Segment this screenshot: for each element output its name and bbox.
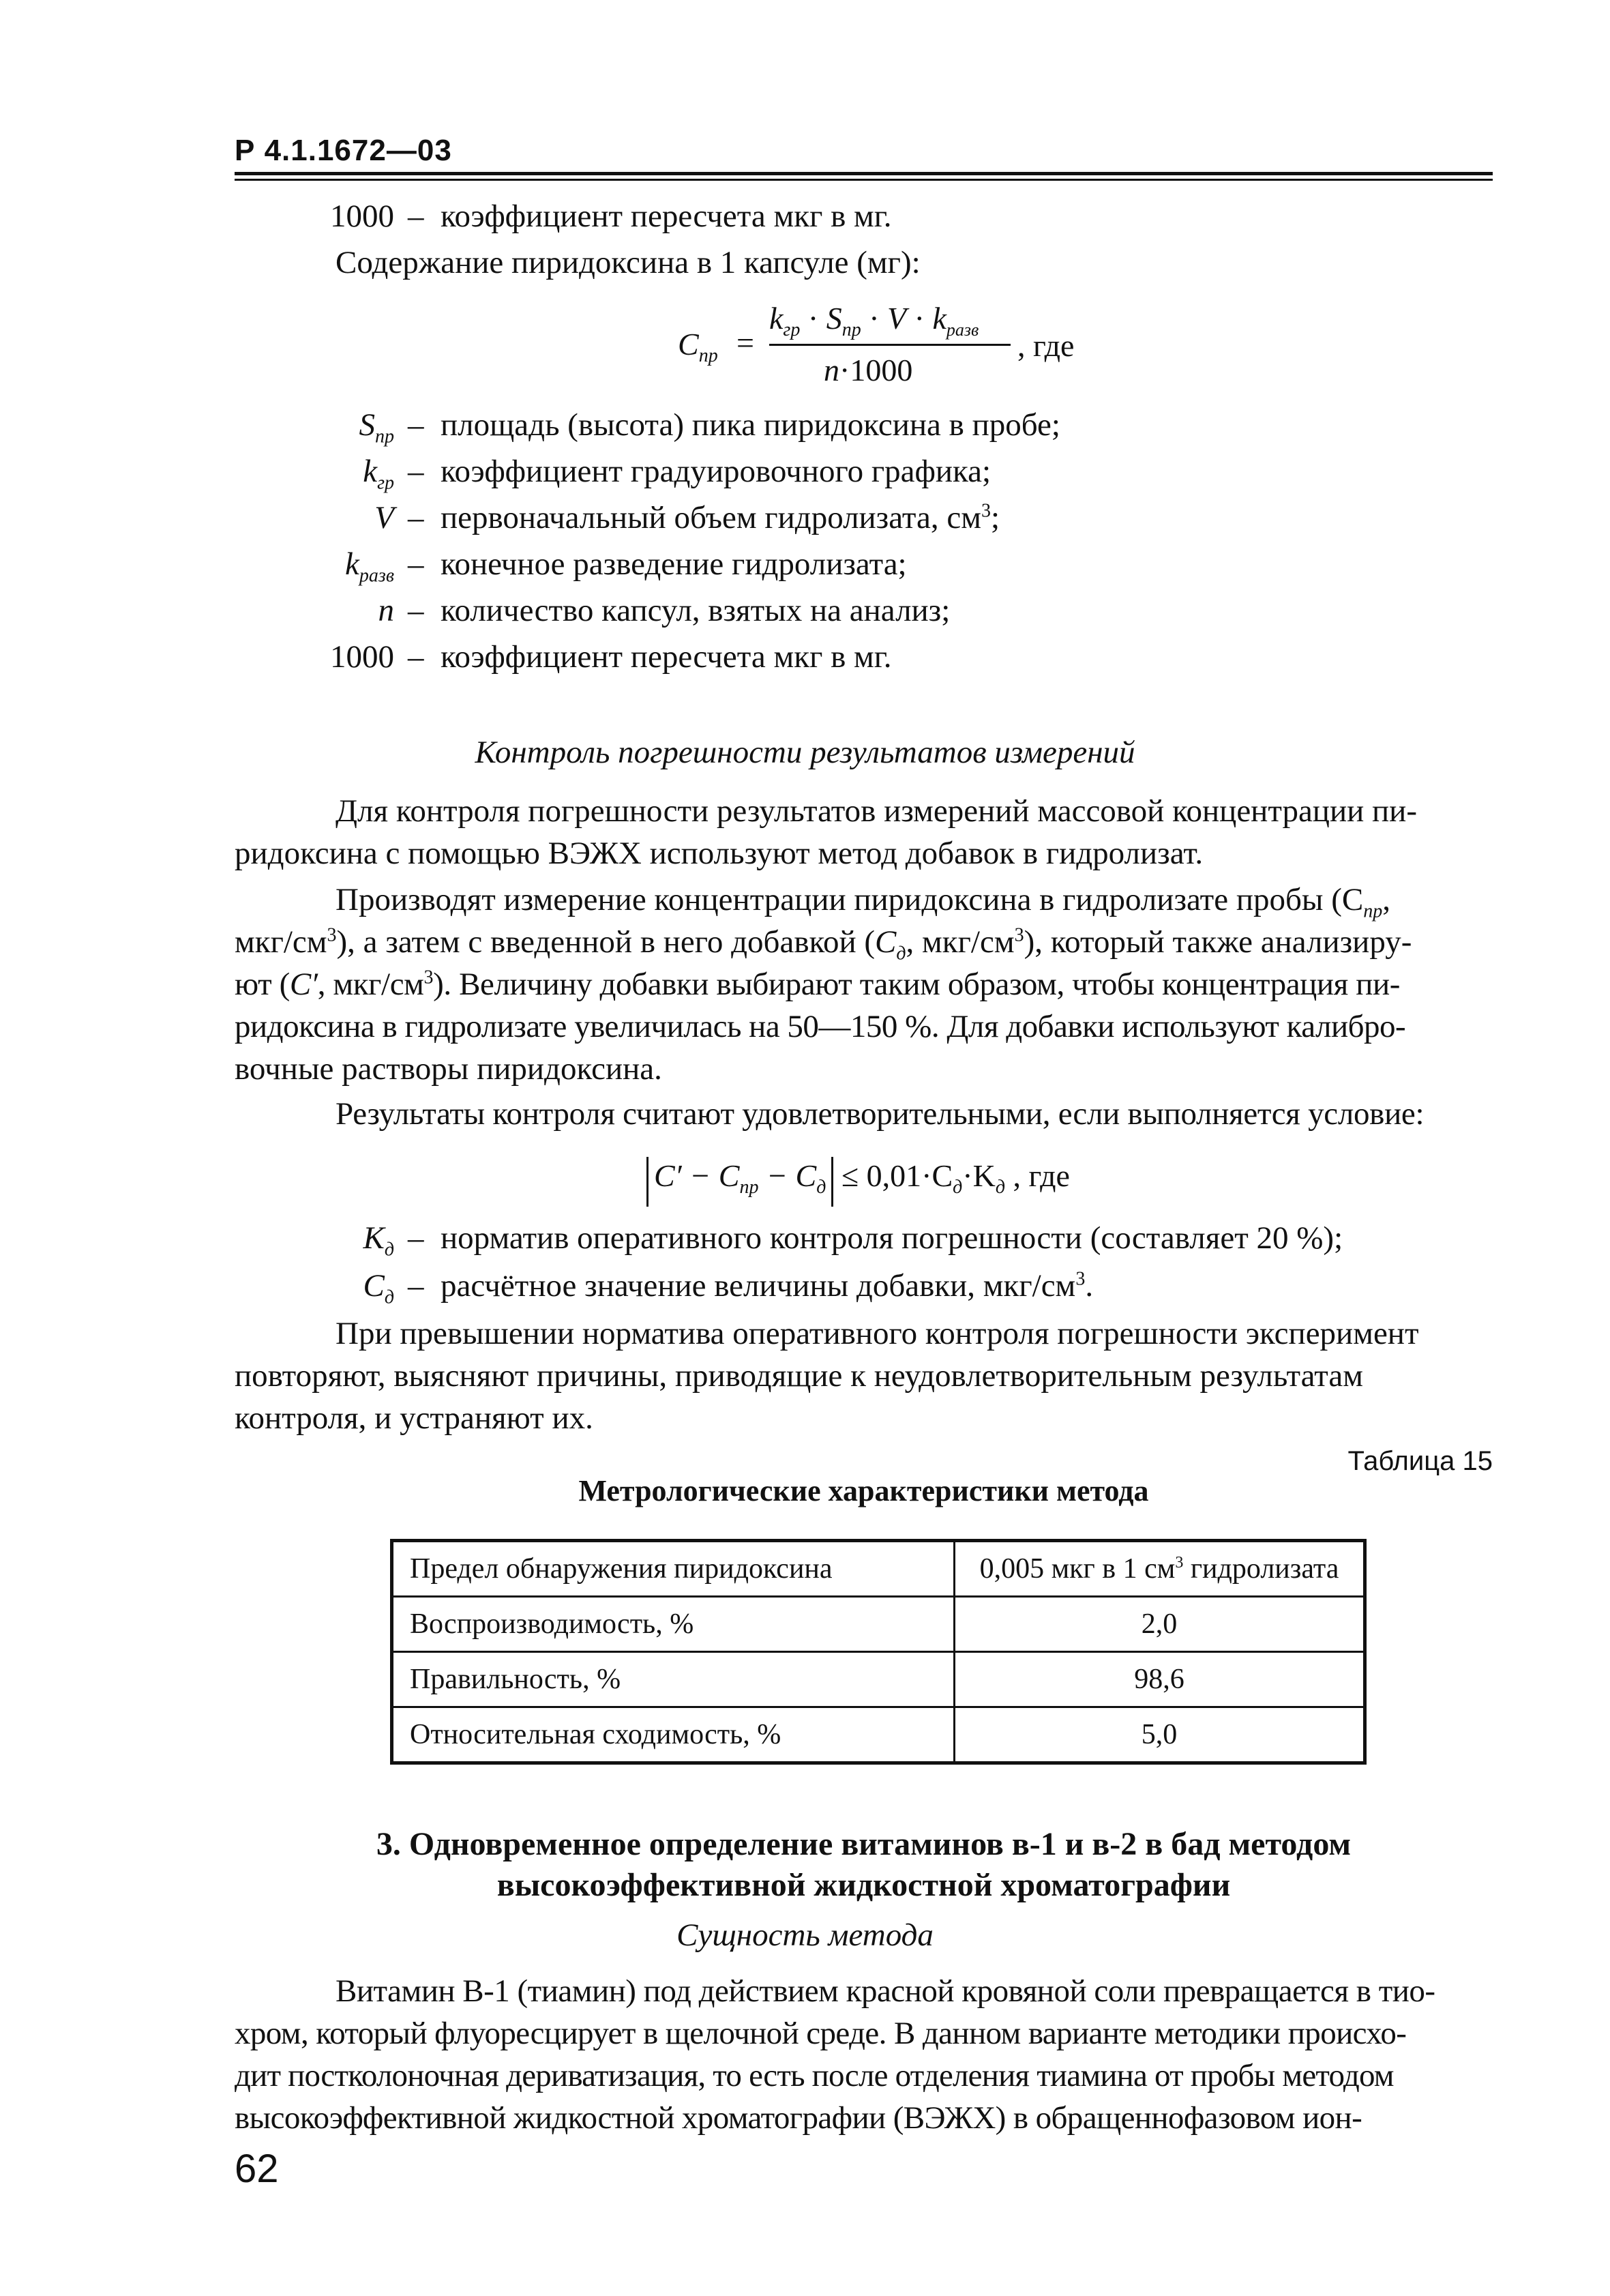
coef-num: 1000	[330, 198, 394, 234]
var-dash: –	[408, 593, 424, 628]
header-rule	[235, 172, 1493, 175]
table-label: Таблица 15	[1347, 1446, 1493, 1476]
var-desc: коэффициент пересчета мкг в мг.	[441, 639, 892, 675]
header-rule-thin	[235, 179, 1493, 181]
var-desc: коэффициент градуировочного графика;	[441, 454, 992, 489]
var-dash: –	[408, 500, 424, 535]
section-title-line: высокоэффективной жидкостной хроматографии	[496, 1867, 1231, 1903]
var-s-pr: $S_{пр}$	[359, 407, 394, 447]
paragraph-line: контроля, и устраняют их.	[235, 1400, 593, 1436]
table-cell: 0,005 мкг в 1 $см^3$ гидролизата	[955, 1541, 1365, 1597]
paragraph-line: Витамин В-1 (тиамин) под действием красной кровяной соли превращается в тио-	[336, 1973, 1435, 2009]
formula-lhs: C	[678, 327, 699, 362]
paragraph-line: вочные растворы пиридоксина.	[235, 1051, 662, 1087]
var-n: n	[378, 593, 394, 628]
table-row	[392, 1541, 1365, 1597]
paragraph-line: ют (C′, мкг/$см^3$). Величину добавки выбирают таким образом, чтобы концентрация пи-	[235, 967, 1401, 1002]
page-number: 62	[235, 2147, 279, 2191]
var-desc: норматив оперативного контроля погрешности (составляет 20 %);	[441, 1220, 1343, 1256]
control-heading: Контроль погрешности результатов измерений	[475, 735, 1135, 770]
formula-lhs-sub: пр	[698, 345, 718, 367]
paragraph-line: повторяют, выясняют причины, приводящие к неудовлетворительным результатам	[235, 1358, 1364, 1394]
paragraph-line: высокоэффективной жидкостной хроматографии (ВЭЖХ) в обращеннофазовом ион-	[235, 2100, 1362, 2136]
content-label: Содержание пиридоксина в 1 капсуле (мг):	[336, 245, 921, 280]
paragraph-line: Для контроля погрешности результатов измерений массовой концентрации пи-	[336, 793, 1417, 829]
var-desc: конечное разведение гидролизата;	[441, 546, 907, 582]
table-row	[392, 1597, 1365, 1652]
coef-dash: –	[408, 198, 424, 234]
var-dash: –	[408, 454, 424, 489]
var-k-gr: $k_{гр}$	[363, 454, 394, 494]
table-row	[392, 1652, 1365, 1707]
section-title-line: 3. Одновременное определение витаминов в-1 и в-2 в бад методом	[376, 1826, 1352, 1862]
paragraph-line: мкг/$см^3$), а затем с введенной в него добавкой ($C_д$, мкг/$см^3$), который также анализиру-	[235, 924, 1412, 965]
formula-condition: $C' - C_{пр} - C_д \le 0,01\cdot C_д\cdot K_д$ , где	[646, 1157, 1070, 1207]
var-desc: первоначальный объем гидролизата, $см^3$;	[441, 500, 1000, 535]
paragraph-line: дит постколоночная дериватизация, то есть после отделения тиамина от пробы методом	[235, 2058, 1394, 2093]
table-cell: 5,0	[955, 1707, 1365, 1763]
var-dash: –	[408, 1220, 424, 1256]
table-cell: 98,6	[955, 1652, 1365, 1707]
table-cell: Предел обнаружения пиридоксина	[392, 1541, 955, 1597]
table-cell: 2,0	[955, 1597, 1365, 1652]
var-desc: площадь (высота) пика пиридоксина в пробе;	[441, 407, 1060, 443]
var-desc: расчётное значение величины добавки, мкг/$см^3$.	[441, 1268, 1094, 1304]
formula-where: , где	[1017, 328, 1075, 363]
table-title: Метрологические характеристики метода	[578, 1474, 1149, 1507]
table-cell: Правильность, %	[392, 1652, 955, 1707]
formula-numerator: $k_{гр} \cdot S_{пр} \cdot V \cdot k_{разв}$	[769, 301, 979, 341]
var-dash: –	[408, 639, 424, 675]
var-desc: количество капсул, взятых на анализ;	[441, 593, 951, 628]
formula-equals: =	[736, 325, 754, 360]
metrology-table	[390, 1539, 1367, 1765]
var-1000: 1000	[330, 639, 394, 675]
document-code: Р 4.1.1672—03	[235, 134, 452, 167]
var-dash: –	[408, 546, 424, 582]
paragraph-line: Результаты контроля считают удовлетворительными, если выполняется условие:	[336, 1096, 1425, 1132]
table-cell: Относительная сходимость, %	[392, 1707, 955, 1763]
var-k-d: $K_д$	[363, 1220, 394, 1261]
var-k-razv: $k_{разв}$	[345, 546, 394, 587]
coef-desc: коэффициент пересчета мкг в мг.	[441, 198, 892, 234]
var-c-d: $C_д$	[363, 1268, 394, 1308]
fraction-bar	[769, 344, 1011, 346]
paragraph-line: ридоксина в гидролизате увеличилась на 50—150 %. Для добавки используют калибро-	[235, 1009, 1406, 1044]
table-row	[392, 1707, 1365, 1763]
paragraph-line: При превышении норматива оперативного контроля погрешности эксперимент	[336, 1316, 1419, 1351]
var-v: V	[374, 500, 394, 535]
section-subheading: Сущность метода	[676, 1917, 934, 1953]
paragraph-line: ридоксина с помощью ВЭЖХ используют метод добавок в гидролизат.	[235, 836, 1204, 871]
var-dash: –	[408, 407, 424, 443]
var-dash: –	[408, 1268, 424, 1304]
formula-denominator: n·1000	[824, 353, 913, 387]
paragraph-line: Производят измерение концентрации пиридоксина в гидролизате пробы ($C_{пр}$,	[336, 882, 1390, 922]
table-cell: Воспроизводимость, %	[392, 1597, 955, 1652]
paragraph-line: хром, который флуоресцирует в щелочной среде. В данном варианте методики происхо-	[235, 2016, 1407, 2051]
